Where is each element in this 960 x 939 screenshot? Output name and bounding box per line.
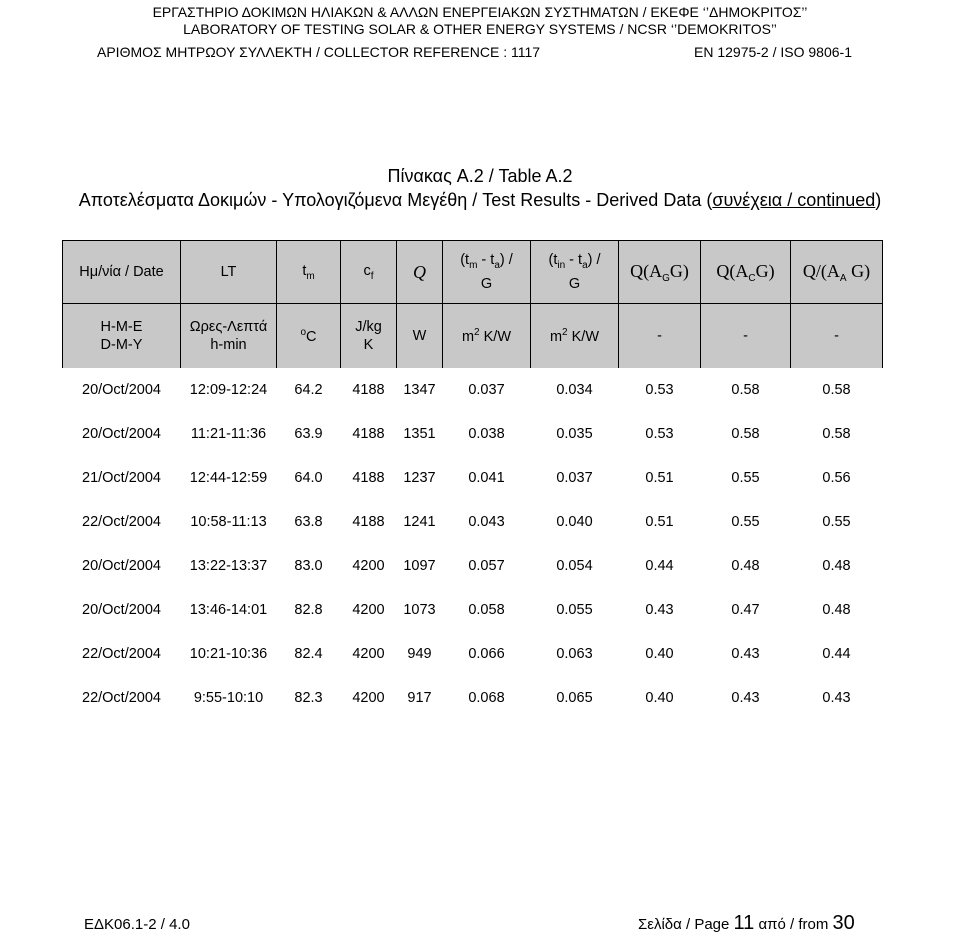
table-title: Πίνακας A.2 / Table A.2 <box>387 166 573 186</box>
table-row: 22/Oct/2004 10:58-11:13 63.8 4188 1241 0.043 0.040 0.51 0.55 0.55 <box>82 514 851 530</box>
subtitle-main: Αποτελέσματα Δοκιμών - Υπολογιζόμενα Μεγέθη / Test Results - Derived Data ( <box>78 190 713 210</box>
col-q-ac: $Q(A_CG)$ <box>701 241 791 304</box>
unit-date: H-M-E D-M-Y <box>63 304 181 369</box>
page-indicator <box>638 912 855 935</box>
unit-lt: Ωρες-Λεπτά h-min <box>181 304 277 369</box>
page-label: Σελίδα / Page <box>638 916 730 933</box>
collector-reference: ΑΡΙΘΜΟΣ ΜΗΤΡΩΟΥ ΣΥΛΛΕΚΤΗ / COLLECTOR REFERENCE : 1117 <box>97 44 541 60</box>
table-row: 21/Oct/2004 12:44-12:59 64.0 4188 1237 0.041 0.037 0.51 0.55 0.56 <box>82 470 851 486</box>
unit-q: W <box>397 304 443 369</box>
unit-tm-ta: $m^2$ K/W <box>443 304 531 369</box>
col-q-ag: $Q(A_GG)$ <box>619 241 701 304</box>
unit-q-ac: - <box>701 304 791 369</box>
lab-name-english: LABORATORY OF TESTING SOLAR & OTHER ENERGY SYSTEMS / NCSR ‘’DEMOKRITOS’’ <box>183 21 777 37</box>
table-subtitle <box>0 190 960 211</box>
document-code: ΕΔΚ06.1-2 / 4.0 <box>84 916 190 933</box>
table-row: 20/Oct/2004 13:46-14:01 82.8 4200 1073 0.058 0.055 0.43 0.47 0.48 <box>82 602 851 618</box>
q-hat-symbol: Q <box>413 261 426 282</box>
table-body <box>63 368 883 720</box>
col-date: Ημ/νία / Date <box>63 241 181 304</box>
table-row: 20/Oct/2004 13:22-13:37 83.0 4200 1097 0.057 0.054 0.44 0.48 0.48 <box>82 558 851 574</box>
page-total: 30 <box>832 912 855 934</box>
subtitle-continued: συνέχεια / continued <box>712 190 876 210</box>
table-row: 20/Oct/2004 11:21-11:36 63.9 4188 1351 0.038 0.035 0.53 0.58 0.58 <box>82 426 851 442</box>
table-row: 20/Oct/2004 12:09-12:24 64.2 4188 1347 0.037 0.034 0.53 0.58 0.58 <box>82 382 851 398</box>
header-row-quantities <box>63 241 883 304</box>
results-table <box>62 240 883 720</box>
col-tm: $t_m$ <box>277 241 341 304</box>
unit-cf: J/kg K <box>341 304 397 369</box>
header-row-units <box>63 304 883 369</box>
table-row: 22/Oct/2004 9:55-10:10 82.3 4200 917 0.068 0.065 0.40 0.43 0.43 <box>82 690 851 706</box>
col-q-aa: $Q/(A_A$ G) <box>791 241 883 304</box>
page-number: 11 <box>733 912 755 934</box>
standard-reference: EN 12975-2 / ISO 9806-1 <box>694 44 852 60</box>
table-header <box>63 241 883 369</box>
col-lt: LT <box>181 241 277 304</box>
unit-q-aa: - <box>791 304 883 369</box>
lab-name-greek: ΕΡΓΑΣΤΗΡΙΟ ΔΟΚΙΜΩΝ ΗΛΙΑΚΩΝ & ΑΛΛΩΝ ΕΝΕΡΓΕΙΑΚΩΝ ΣΥΣΤΗΜΑΤΩΝ / ΕΚΕΦΕ ‘’ΔΗΜΟΚΡΙΤΟΣ’’ <box>152 4 808 20</box>
unit-tin-ta: $m^2$ K/W <box>531 304 619 369</box>
table-row: 22/Oct/2004 10:21-10:36 82.4 4200 949 0.066 0.063 0.40 0.43 0.44 <box>82 646 851 662</box>
from-label: από / from <box>758 916 829 933</box>
col-cf: $c_f$ <box>341 241 397 304</box>
unit-tm: $^o$C <box>277 304 341 369</box>
col-tin-ta-over-g: $(t_{in} - t_a)$ / G <box>531 241 619 304</box>
subtitle-close: ) <box>875 190 882 210</box>
col-q <box>397 241 443 304</box>
unit-q-ag: - <box>619 304 701 369</box>
col-tm-ta-over-g: $(t_m - t_a)$ / G <box>443 241 531 304</box>
